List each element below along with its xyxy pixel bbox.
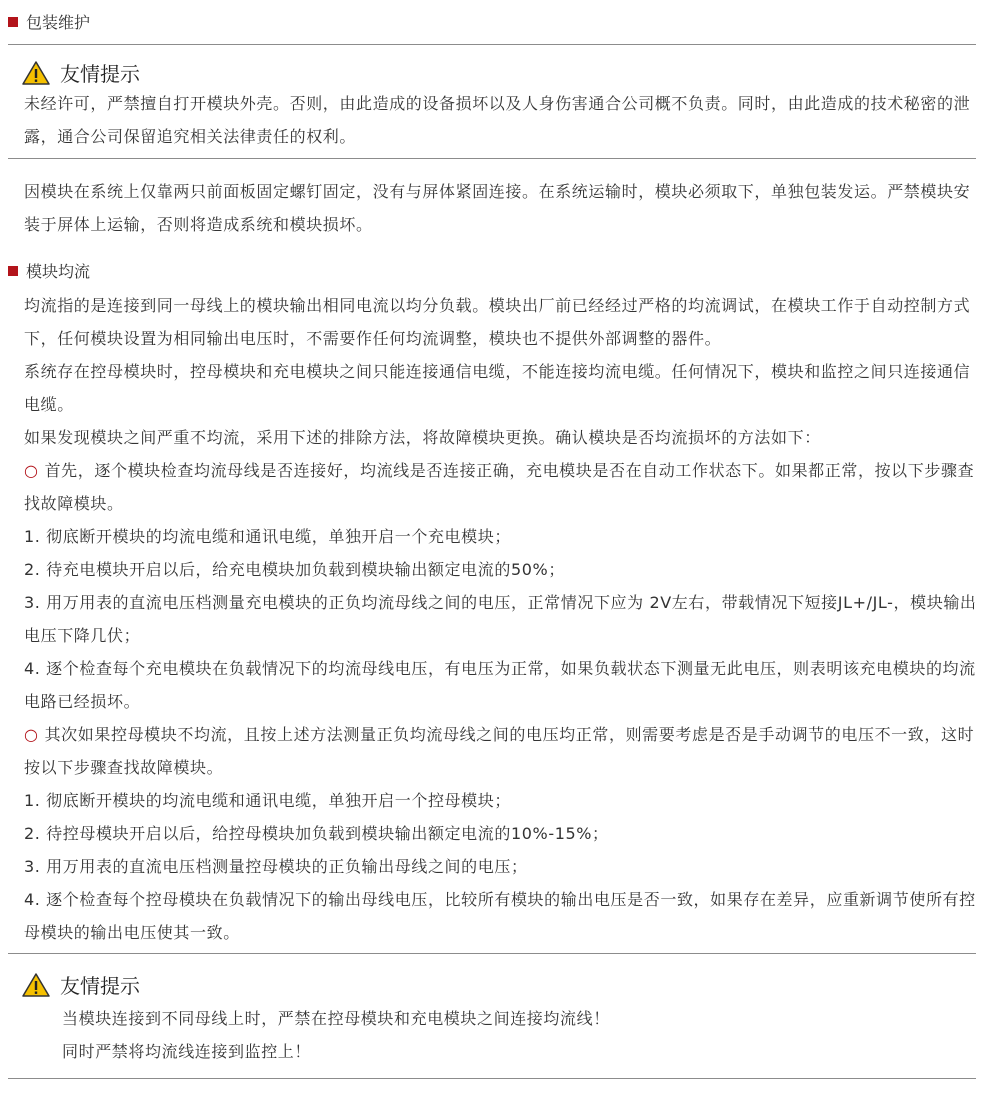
warning-text: 未经许可，严禁擅自打开模块外壳。否则，由此造成的设备损坏以及人身伤害通合公司概不负责。同时，由此造成的技术秘密的泄露，通合公司保留追究相关法律责任的权利。 (24, 94, 971, 146)
sharing-bullet-paragraph (24, 718, 982, 784)
step-item: 2. 待充电模块开启以后，给充电模块加负载到模块输出额定电流的50%； (24, 560, 565, 579)
circle-bullet-icon: ○ (24, 725, 39, 744)
warning-icon (22, 972, 50, 998)
warning-header (22, 970, 140, 999)
step-item: 4. 逐个检查每个控母模块在负载情况下的输出母线电压，比较所有模块的输出电压是否一致，如果存在差异，应重新调节使所有控母模块的输出电压使其一致。 (24, 890, 976, 942)
step-item: 2. 待控母模块开启以后，给控母模块加负载到模块输出额定电流的10%-15%； (24, 824, 609, 843)
warning-title: 友情提示 (60, 62, 140, 86)
warning-title: 友情提示 (60, 974, 140, 998)
sharing-paragraph: 如果发现模块之间严重不均流，采用下述的排除方法，将故障模块更换。确认模块是否均流损坏的方法如下： (24, 428, 821, 447)
sharing-bullet-paragraph (24, 454, 982, 520)
divider (8, 158, 976, 159)
step-item: 1. 彻底断开模块的均流电缆和通讯电缆，单独开启一个充电模块； (24, 527, 511, 546)
section-title: 模块均流 (26, 262, 91, 281)
warning-text-line: 当模块连接到不同母线上时，严禁在控母模块和充电模块之间连接均流线！ (62, 1009, 610, 1028)
bullet-text: 其次如果控母模块不均流，且按上述方法测量正负均流母线之间的电压均正常，则需要考虑是否是手动调节的电压不一致，这时按以下步骤查找故障模块。 (24, 725, 975, 777)
section-title: 包装维护 (26, 13, 91, 32)
section-header-packaging (8, 10, 90, 33)
section-header-current-sharing (8, 259, 90, 282)
divider (8, 1078, 976, 1079)
bullet-text: 首先，逐个模块检查均流母线是否连接好，均流线是否连接正确，充电模块是否在自动工作状态下。如果都正常，按以下步骤查找故障模块。 (24, 461, 975, 513)
warning-header (22, 58, 140, 87)
divider (8, 953, 976, 954)
circle-bullet-icon: ○ (24, 461, 39, 480)
step-item: 1. 彻底断开模块的均流电缆和通讯电缆，单独开启一个控母模块； (24, 791, 511, 810)
step-item: 3. 用万用表的直流电压档测量充电模块的正负均流母线之间的电压，正常情况下应为 2V左右，带载情况下短接JL+/JL-，模块输出电压下降几伏； (24, 593, 977, 645)
sharing-paragraph: 系统存在控母模块时，控母模块和充电模块之间只能连接通信电缆，不能连接均流电缆。任何情况下，模块和监控之间只连接通信电缆。 (24, 362, 971, 414)
transport-paragraph: 因模块在系统上仅靠两只前面板固定螺钉固定，没有与屏体紧固连接。在系统运输时，模块必须取下，单独包装发运。严禁模块安装于屏体上运输，否则将造成系统和模块损坏。 (24, 182, 971, 234)
warning-text-line: 同时严禁将均流线连接到监控上！ (62, 1042, 312, 1061)
step-item: 4. 逐个检查每个充电模块在负载情况下的均流母线电压，有电压为正常，如果负载状态下测量无此电压，则表明该充电模块的均流电路已经损坏。 (24, 659, 976, 711)
warning-icon (22, 60, 50, 86)
step-item: 3. 用万用表的直流电压档测量控母模块的正负输出母线之间的电压； (24, 857, 528, 876)
divider (8, 44, 976, 45)
sharing-paragraph: 均流指的是连接到同一母线上的模块输出相同电流以均分负载。模块出厂前已经经过严格的均流调试，在模块工作于自动控制方式下，任何模块设置为相同输出电压时，不需要作任何均流调整，模块也不提供外部调整的器件。 (24, 296, 971, 348)
red-square-icon (8, 266, 18, 276)
red-square-icon (8, 17, 18, 27)
